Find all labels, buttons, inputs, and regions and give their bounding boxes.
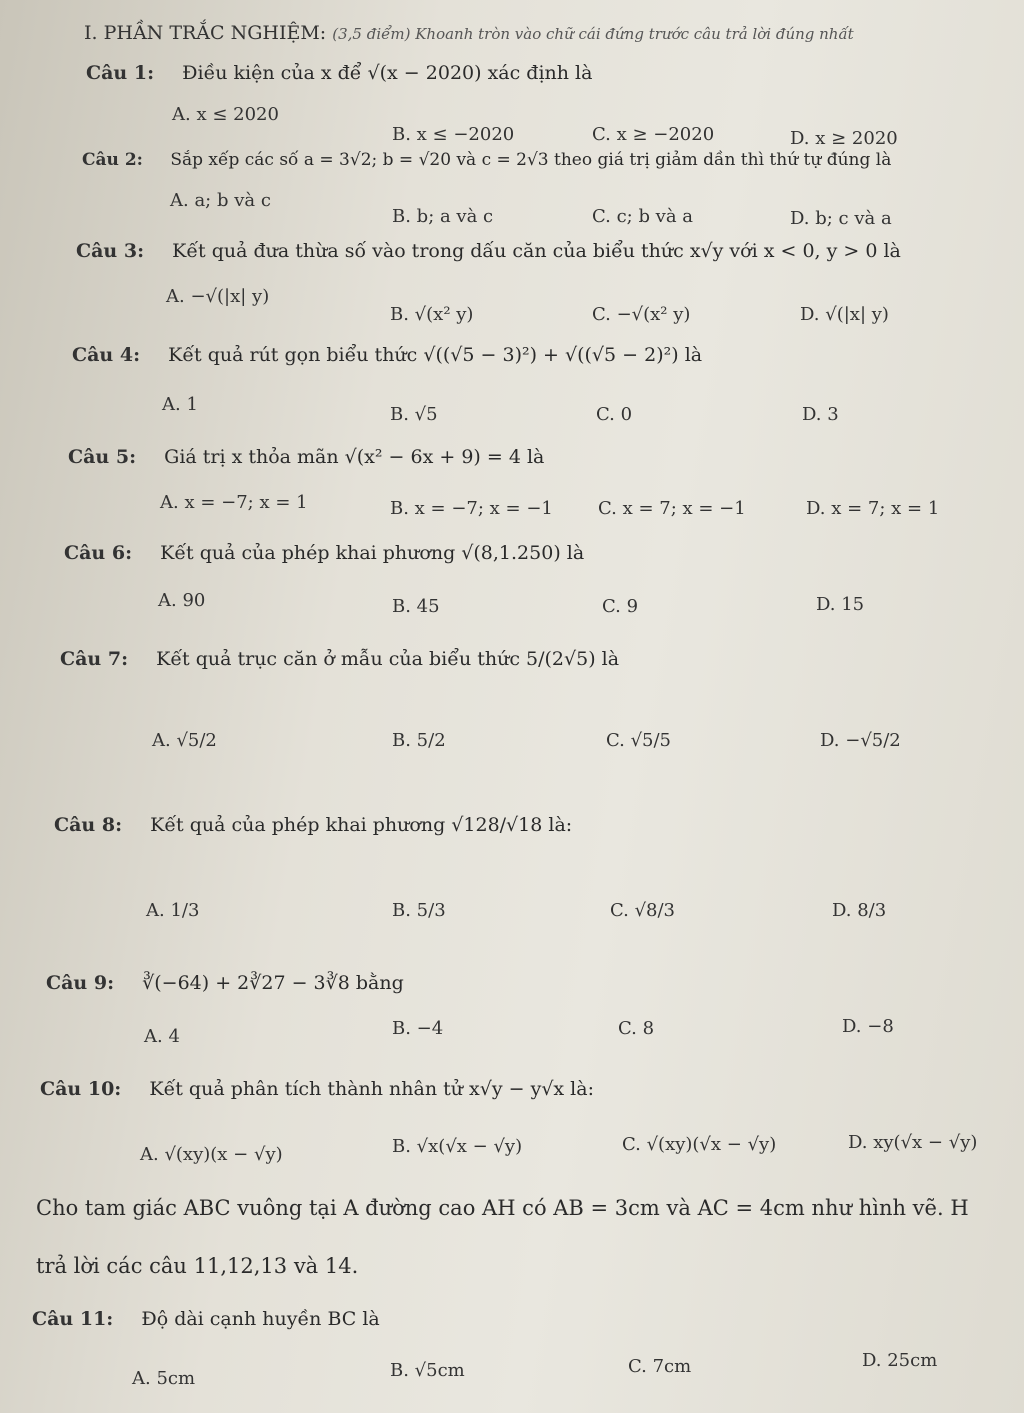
q11-option-b[interactable]: B. √5cm (390, 1360, 465, 1381)
question-label: Câu 6: (64, 542, 133, 564)
q11-option-d[interactable]: D. 25cm (862, 1350, 938, 1371)
q7-option-c[interactable]: C. √5/5 (606, 730, 672, 751)
q5-option-d[interactable]: D. x = 7; x = 1 (806, 498, 940, 519)
geometry-intro-line-1: Cho tam giác ABC vuông tại A đường cao AH có AB = 3cm và AC = 4cm như hình vẽ. H (36, 1196, 969, 1220)
question-label: Câu 1: (86, 62, 155, 84)
q9-option-b[interactable]: B. −4 (392, 1018, 444, 1039)
question-label: Câu 9: (46, 972, 115, 994)
question-5 (68, 446, 544, 468)
q9-option-d[interactable]: D. −8 (842, 1016, 894, 1037)
q4-option-d[interactable]: D. 3 (802, 404, 839, 425)
question-stem: Giá trị x thỏa mãn √(x² − 6x + 9) = 4 là (164, 446, 545, 468)
question-label: Câu 8: (54, 814, 123, 836)
q6-option-d[interactable]: D. 15 (816, 594, 865, 615)
q9-option-a[interactable]: A. 4 (144, 1026, 180, 1047)
q3-option-d[interactable]: D. √(|x| y) (800, 304, 889, 325)
q5-option-a[interactable]: A. x = −7; x = 1 (160, 492, 308, 513)
q8-option-d[interactable]: D. 8/3 (832, 900, 887, 921)
q1-option-b[interactable]: B. x ≤ −2020 (392, 124, 515, 145)
q7-option-d[interactable]: D. −√5/2 (820, 730, 901, 751)
question-2 (82, 150, 891, 170)
q3-option-b[interactable]: B. √(x² y) (390, 304, 474, 325)
geometry-intro-line-2: trả lời các câu 11,12,13 và 14. (36, 1254, 359, 1278)
question-9 (46, 972, 404, 994)
question-10 (40, 1078, 594, 1100)
question-1 (86, 62, 592, 84)
question-label: Câu 11: (32, 1308, 114, 1330)
q7-option-b[interactable]: B. 5/2 (392, 730, 446, 751)
question-label: Câu 10: (40, 1078, 122, 1100)
q7-option-a[interactable]: A. √5/2 (152, 730, 217, 751)
question-stem: Kết quả của phép khai phương √(8,1.250) là (160, 542, 585, 564)
question-label: Câu 2: (82, 150, 143, 170)
section-title: I. PHẦN TRẮC NGHIỆM: (84, 22, 327, 44)
q4-option-a[interactable]: A. 1 (162, 394, 198, 415)
q2-option-d[interactable]: D. b; c và a (790, 208, 892, 229)
q6-option-b[interactable]: B. 45 (392, 596, 440, 617)
q1-option-c[interactable]: C. x ≥ −2020 (592, 124, 715, 145)
question-7 (60, 648, 619, 670)
q10-option-a[interactable]: A. √(xy)(x − √y) (140, 1144, 283, 1165)
q11-option-c[interactable]: C. 7cm (628, 1356, 692, 1377)
question-label: Câu 5: (68, 446, 137, 468)
section-points: (3,5 điểm) Khoanh tròn vào chữ cái đứng trước câu trả lời đúng nhất (332, 25, 854, 43)
q3-option-c[interactable]: C. −√(x² y) (592, 304, 691, 325)
question-4 (72, 344, 702, 366)
question-stem: Kết quả đưa thừa số vào trong dấu căn của biểu thức x√y với x < 0, y > 0 là (172, 240, 901, 262)
q9-option-c[interactable]: C. 8 (618, 1018, 655, 1039)
q2-option-c[interactable]: C. c; b và a (592, 206, 694, 227)
q11-option-a[interactable]: A. 5cm (132, 1368, 196, 1389)
q8-option-a[interactable]: A. 1/3 (146, 900, 200, 921)
q1-option-a[interactable]: A. x ≤ 2020 (172, 104, 279, 125)
q2-option-a[interactable]: A. a; b và c (170, 190, 271, 211)
question-stem: Sắp xếp các số a = 3√2; b = √20 và c = 2√3 theo giá trị giảm dần thì thứ tự đúng là (170, 150, 892, 170)
question-stem: Điều kiện của x để √(x − 2020) xác định là (182, 62, 593, 84)
question-stem: ∛(−64) + 2∛27 − 3∛8 bằng (142, 972, 404, 994)
question-11 (32, 1308, 380, 1330)
section-header (84, 22, 854, 44)
question-label: Câu 4: (72, 344, 141, 366)
q10-option-b[interactable]: B. √x(√x − √y) (392, 1136, 523, 1157)
question-stem: Kết quả trục căn ở mẫu của biểu thức 5/(2√5) là (156, 648, 620, 670)
question-6 (64, 542, 584, 564)
q6-option-a[interactable]: A. 90 (158, 590, 206, 611)
question-8 (54, 814, 572, 836)
question-label: Câu 3: (76, 240, 145, 262)
question-stem: Độ dài cạnh huyền BC là (141, 1308, 380, 1330)
q5-option-b[interactable]: B. x = −7; x = −1 (390, 498, 553, 519)
q8-option-c[interactable]: C. √8/3 (610, 900, 676, 921)
q3-option-a[interactable]: A. −√(|x| y) (166, 286, 270, 307)
question-stem: Kết quả của phép khai phương √128/√18 là: (150, 814, 573, 836)
question-stem: Kết quả rút gọn biểu thức √((√5 − 3)²) + √((√5 − 2)²) là (168, 344, 703, 366)
q10-option-d[interactable]: D. xy(√x − √y) (848, 1132, 978, 1153)
question-stem: Kết quả phân tích thành nhân tử x√y − y√x là: (149, 1078, 594, 1100)
q5-option-c[interactable]: C. x = 7; x = −1 (598, 498, 746, 519)
q10-option-c[interactable]: C. √(xy)(√x − √y) (622, 1134, 777, 1155)
q6-option-c[interactable]: C. 9 (602, 596, 639, 617)
q2-option-b[interactable]: B. b; a và c (392, 206, 494, 227)
q1-option-d[interactable]: D. x ≥ 2020 (790, 128, 898, 149)
question-label: Câu 7: (60, 648, 129, 670)
q4-option-c[interactable]: C. 0 (596, 404, 633, 425)
question-3 (76, 240, 901, 262)
q8-option-b[interactable]: B. 5/3 (392, 900, 446, 921)
q4-option-b[interactable]: B. √5 (390, 404, 438, 425)
